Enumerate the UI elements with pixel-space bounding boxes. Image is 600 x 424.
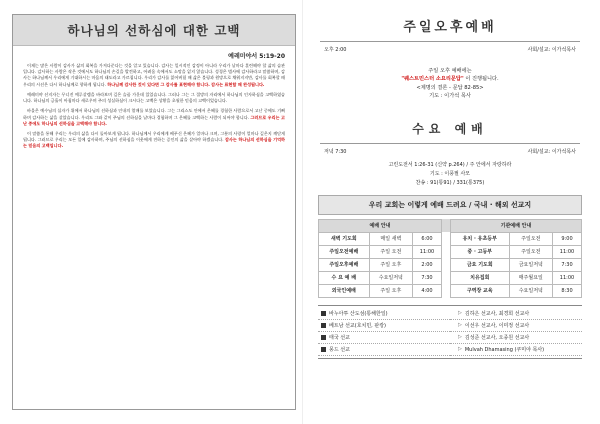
sermon-highlight: 그러므로 우리는 고난 중에도 하나님의 선하심을 고백해야 합니다. — [23, 114, 285, 126]
notice-line: <제명의 결론 - 문답 82-85> — [416, 84, 484, 91]
sermon-paragraph: 이 말씀을 통해 우리는 우리의 삶을 다시 돌아보게 됩니다. 하나님께서 우리에게 베푸신 은혜가 얼마나 크며, 그분의 사랑이 얼마나 깊은지 깨닫게 됩니다. 그러므로 우리는 모든 일에 감사하며, 주님의 선하심을 이웃에게 전하는 증인의 삶을 살아야 하겠습니다. 감사는 하나님의 선하심을 기억하는 믿음의 고백입니다. — [23, 130, 285, 149]
mission-fields — [318, 306, 450, 358]
bulletin-right — [310, 0, 590, 424]
wednesday-info-row — [310, 148, 590, 155]
wednesday-scripture: 고린도전서 1:26-31 (신약 p.264) / 주 안에서 자랑하라 — [388, 162, 512, 169]
list-item: 태국 선교 — [318, 332, 450, 344]
dept-guide-header: 기관예배 안내 — [450, 219, 581, 232]
notice-line: 주일 오후 예배에는 — [428, 68, 472, 74]
table-row: 주일오후예배 주일 오후 2:00 금요 기도회 금요일저녁 7:30 — [319, 258, 582, 271]
title-underline — [320, 143, 580, 144]
sermon-body — [13, 63, 295, 150]
wednesday-hymn: 찬송 : 91(통91) / 331(통375) — [415, 179, 485, 186]
afternoon-officiant: 사회/설교: 이가석목사 — [527, 47, 576, 53]
afternoon-service-title: 주일오후예배 — [403, 20, 497, 35]
wednesday-time: 저녁 7:30 — [324, 149, 347, 156]
sermon-title: 하나님의 선하심에 대한 고백 — [13, 15, 295, 46]
worship-banner: 우리 교회는 이렇게 예배 드려요 / 국내 · 해외 선교지 — [318, 195, 582, 215]
square-bullet-icon — [321, 323, 326, 328]
page-divider — [302, 0, 303, 424]
square-bullet-icon — [321, 347, 326, 352]
worship-guide-header: 예배 안내 — [319, 219, 442, 232]
list-item: 베트남 선교(호치민, 판캉) — [318, 320, 450, 332]
wednesday-details — [310, 161, 590, 187]
afternoon-time: 오후 2:00 — [324, 47, 347, 53]
list-item: 몽드 선교 — [318, 344, 450, 356]
title-underline — [320, 41, 580, 42]
notice-line: "퀘스트민스터 소요리문답" 이 진행됩니다. — [401, 76, 499, 83]
arrow-right-icon: ▷ — [458, 334, 462, 340]
wednesday-officiant: 사회/설교: 이가석목사 — [527, 149, 576, 156]
schedule-table — [318, 219, 582, 298]
afternoon-notice — [310, 67, 590, 100]
table-row: 새벽 기도회 매일 새벽 6:00 유치 · 유초등부 주일오전 9:00 — [319, 232, 582, 245]
sermon-paragraph: 바울은 예수님의 십자가 위에서 하나님의 선하심과 인내의 열매를 보았습니다. 그는 그리스도 안에서 은혜를 경험한 사람으로서 고난 중에도 기뻐하며 감사하는 삶을 살았습니다. 우리도 그와 같이 주님의 선하심을 날마다 경험하며 그 은혜를 고백하는 사람이 되어야 합니다. 그러므로 우리는 고난 중에도 하나님의 선하심을 고백해야 합니다. — [23, 108, 285, 126]
square-bullet-icon — [321, 335, 326, 340]
square-bullet-icon — [321, 311, 326, 316]
table-row: 주일오전예배 주일 오전 11:00 중 · 고등부 주일오전 11:00 — [319, 245, 582, 258]
table-row: 수 요 예 배 수요일저녁 7:30 치유집회 매주월요일 11:00 — [319, 271, 582, 284]
sermon-paragraph: 이제는 많은 사람이 감사가 삶의 회복을 가져다준다는 것을 알고 있습니다. 감사는 일시적인 감정이 아니라 우리가 날마다 훈련해야 할 삶의 습관입니다. 감사하는 사람은 작은 것에서도 하나님의 손길을 발견하고, 어려움 속에서도 소망을 잃지 않습니다. 성경은 범사에 감사하라고 말씀하며, 감사는 하나님께서 우리에게 기대하시는 마음의 태도라고 가르칩니다. 우리가 감사를 잃어버릴 때 삶은 불평과 원망으로 채워지지만, 감사를 회복할 때 우리의 시선은 다시 하나님께로 향하게 됩니다. 하나님께 감사한 것이 있다면 그 감사를 표현해야 합니다. 감사는 표현할 때 완성됩니다. — [23, 63, 285, 87]
arrow-right-icon: ▷ — [458, 310, 462, 316]
mission-missionaries — [450, 306, 582, 358]
schedule-header-row — [319, 219, 582, 232]
sermon-highlight: 감사는 하나님의 선하심을 기억하는 믿음의 고백입니다. — [23, 137, 285, 149]
list-item: ▷ 김하은 선교사, 최경희 선교사 — [450, 308, 582, 320]
wednesday-prayer: 기도 : 이풍필 사모 — [429, 171, 471, 177]
mission-list — [318, 305, 582, 359]
list-item: 바누아투 산도섬(통해한일) — [318, 308, 450, 320]
notice-line: 기도 : 이가석 목사 — [429, 92, 471, 99]
arrow-right-icon: ▷ — [458, 346, 462, 352]
sermon-panel — [12, 14, 296, 410]
wednesday-service-title: 수요 예배 — [412, 122, 488, 137]
list-item: ▷ 김성준 선교사, 오종원 선교사 — [450, 332, 582, 344]
sermon-highlight: 하나님께 감사한 것이 있다면 그 감사를 표현해야 합니다. 감사는 표현할 때 완성됩니다. — [107, 81, 265, 87]
afternoon-info-row — [310, 46, 590, 53]
sermon-reference: 예레미야서 5:19-20 — [228, 53, 285, 60]
sermon-paragraph: 예레미야 선지자는 무너진 예루살렘을 바라보며 깊은 슬픔 가운데 있었습니다. 그러나 그는 그 절망의 자리에서 하나님의 인자하심을 고백하였습니다. 하나님의 긍휼이 아침마다 새로우며 주의 성실하심이 크시다는 고백은 상황을 초월한 믿음의 고백이었습니다. — [23, 91, 285, 104]
list-item: ▷ 이선우 선교사, 이미정 선교사 — [450, 320, 582, 332]
arrow-right-icon: ▷ — [458, 322, 462, 328]
table-row: 외국인예배 주일 오후 4:00 구역장 교육 수요일저녁 8:30 — [319, 284, 582, 297]
list-item: ▷ Mulvah Dhamasing (쿠미야 목사) — [450, 344, 582, 356]
